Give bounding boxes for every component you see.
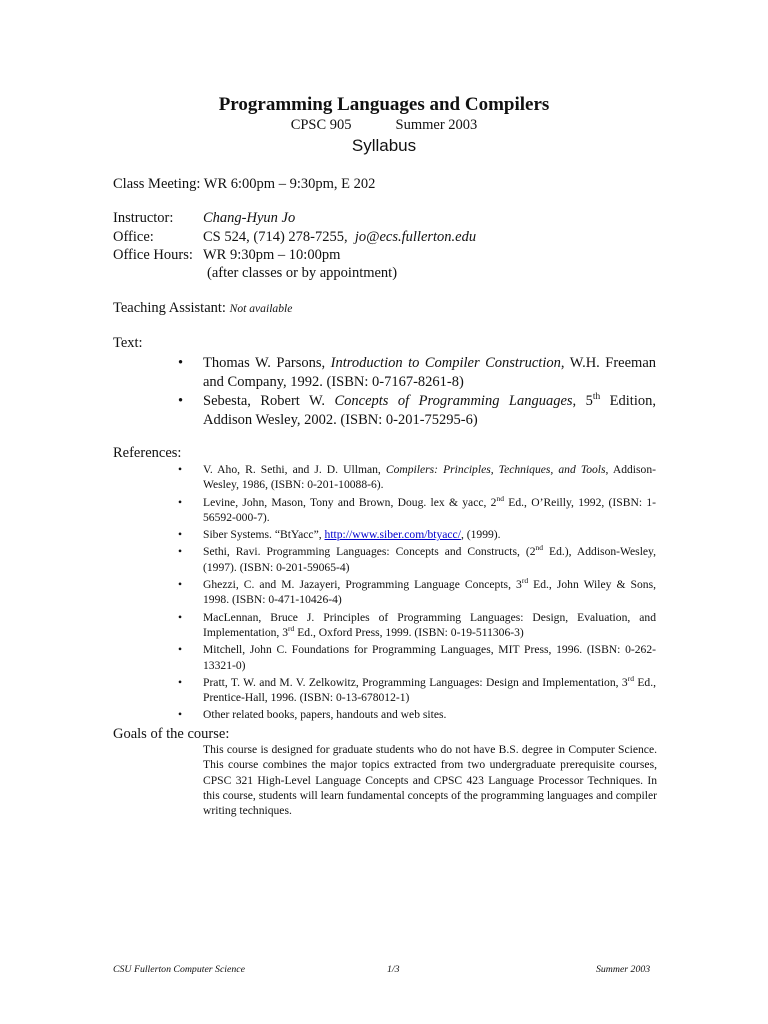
instructor-label: Instructor:	[113, 210, 174, 226]
bullet: •	[178, 528, 183, 542]
bullet: •	[178, 578, 183, 592]
bullet: •	[178, 610, 183, 624]
list-item: • Other related books, papers, handouts and web sites.	[178, 708, 447, 722]
goals-body: This course is designed for graduate students who do not have B.S. degree in Computer Science. This course combines the major topics extracted from two undergraduate prerequisite courses, CPSC 321 High-Level Language Concepts and CPSC 423 Language Processor Techniques. In this course, students will learn fundamental concepts of the programming languages and compiler writing techniques.	[203, 743, 657, 818]
office-hours-label: Office Hours:	[113, 247, 193, 263]
course-term: Summer 2003	[395, 117, 478, 133]
course-subline	[0, 117, 768, 134]
footer-right: Summer 2003	[596, 964, 651, 975]
list-item: • MacLennan, Bruce J. Principles of Programming Languages: Design, Evaluation, and Implementation, 3rd Ed., Oxford Press, 1999. (ISBN: 0-19-511306-3)	[178, 610, 656, 639]
references-list	[178, 462, 656, 723]
footer-left: CSU Fullerton Computer Science	[113, 964, 245, 975]
bullet: •	[178, 463, 183, 476]
list-item: • V. Aho, R. Sethi, and J. D. Ullman, Compilers: Principles, Techniques, and Tools, Addison-Wesley, 1986, (ISBN: 0-201-10088-6).	[178, 463, 656, 492]
list-item: • Sebesta, Robert W. Concepts of Programming Languages, 5th Edition, Addison Wesley, 2002. (ISBN: 0-201-75295-6)	[178, 392, 656, 428]
office-label: Office:	[113, 229, 154, 245]
office-hours-value: WR 9:30pm – 10:00pm	[203, 247, 341, 263]
ta-row	[113, 300, 292, 317]
text-list	[178, 354, 656, 430]
bullet: •	[178, 355, 184, 371]
ta-value: Not available	[229, 302, 293, 315]
office-hours-note: (after classes or by appointment)	[207, 265, 398, 281]
list-item: • Mitchell, John C. Foundations for Programming Languages, MIT Press, 1996. (ISBN: 0-262-13321-0)	[178, 643, 656, 672]
footer-page-number: 1/3	[387, 964, 400, 975]
syllabus-heading: Syllabus	[351, 136, 417, 155]
references-heading: References:	[113, 445, 182, 461]
list-item: • Pratt, T. W. and M. V. Zelkowitz, Programming Languages: Design and Implementation, 3rd Ed., Prentice-Hall, 1996. (ISBN: 0-13-678012-1)	[178, 674, 657, 705]
instructor-email: jo@ecs.fullerton.edu	[354, 229, 477, 245]
bullet: •	[178, 495, 183, 509]
bullet: •	[178, 393, 184, 409]
list-item: • Levine, John, Mason, Tony and Brown, Doug. lex & yacc, 2nd Ed., O’Reilly, 1992, (ISBN: 1-56592-000-7).	[178, 493, 656, 524]
bullet: •	[178, 545, 183, 559]
list-item: • Thomas W. Parsons, Introduction to Compiler Construction, W.H. Freeman and Company, 1992. (ISBN: 0-7167-8261-8)	[178, 355, 657, 390]
document-title: Programming Languages and Compilers	[218, 94, 550, 115]
class-meeting-label: Class Meeting:	[113, 176, 201, 192]
class-meeting-row	[113, 176, 375, 193]
btyacc-link[interactable]: http://www.siber.com/btyacc/	[324, 528, 461, 542]
ta-label: Teaching Assistant:	[113, 300, 226, 316]
course-code: CPSC 905	[290, 117, 352, 133]
instructor-name: Chang-Hyun Jo	[203, 210, 296, 226]
bullet: •	[178, 675, 183, 689]
office-value: CS 524, (714) 278-7255, jo@ecs.fullerton.edu	[203, 229, 477, 245]
bullet: •	[178, 643, 183, 657]
goals-heading: Goals of the course:	[113, 726, 230, 742]
list-item: • Sethi, Ravi. Programming Languages: Concepts and Constructs, (2nd Ed.), Addison-Wesley, (1997). (ISBN: 0-201-59065-4)	[178, 543, 657, 574]
bullet: •	[178, 708, 183, 722]
text-heading: Text:	[113, 335, 143, 351]
list-item: • Ghezzi, C. and M. Jazayeri, Programming Language Concepts, 3rd Ed., John Wiley & Sons, 1998. (ISBN: 0-471-10426-4)	[178, 576, 656, 607]
list-item: • Siber Systems. “BtYacc”, http://www.siber.com/btyacc/, (1999).	[178, 528, 501, 542]
class-meeting-value: WR 6:00pm – 9:30pm, E 202	[203, 176, 376, 192]
